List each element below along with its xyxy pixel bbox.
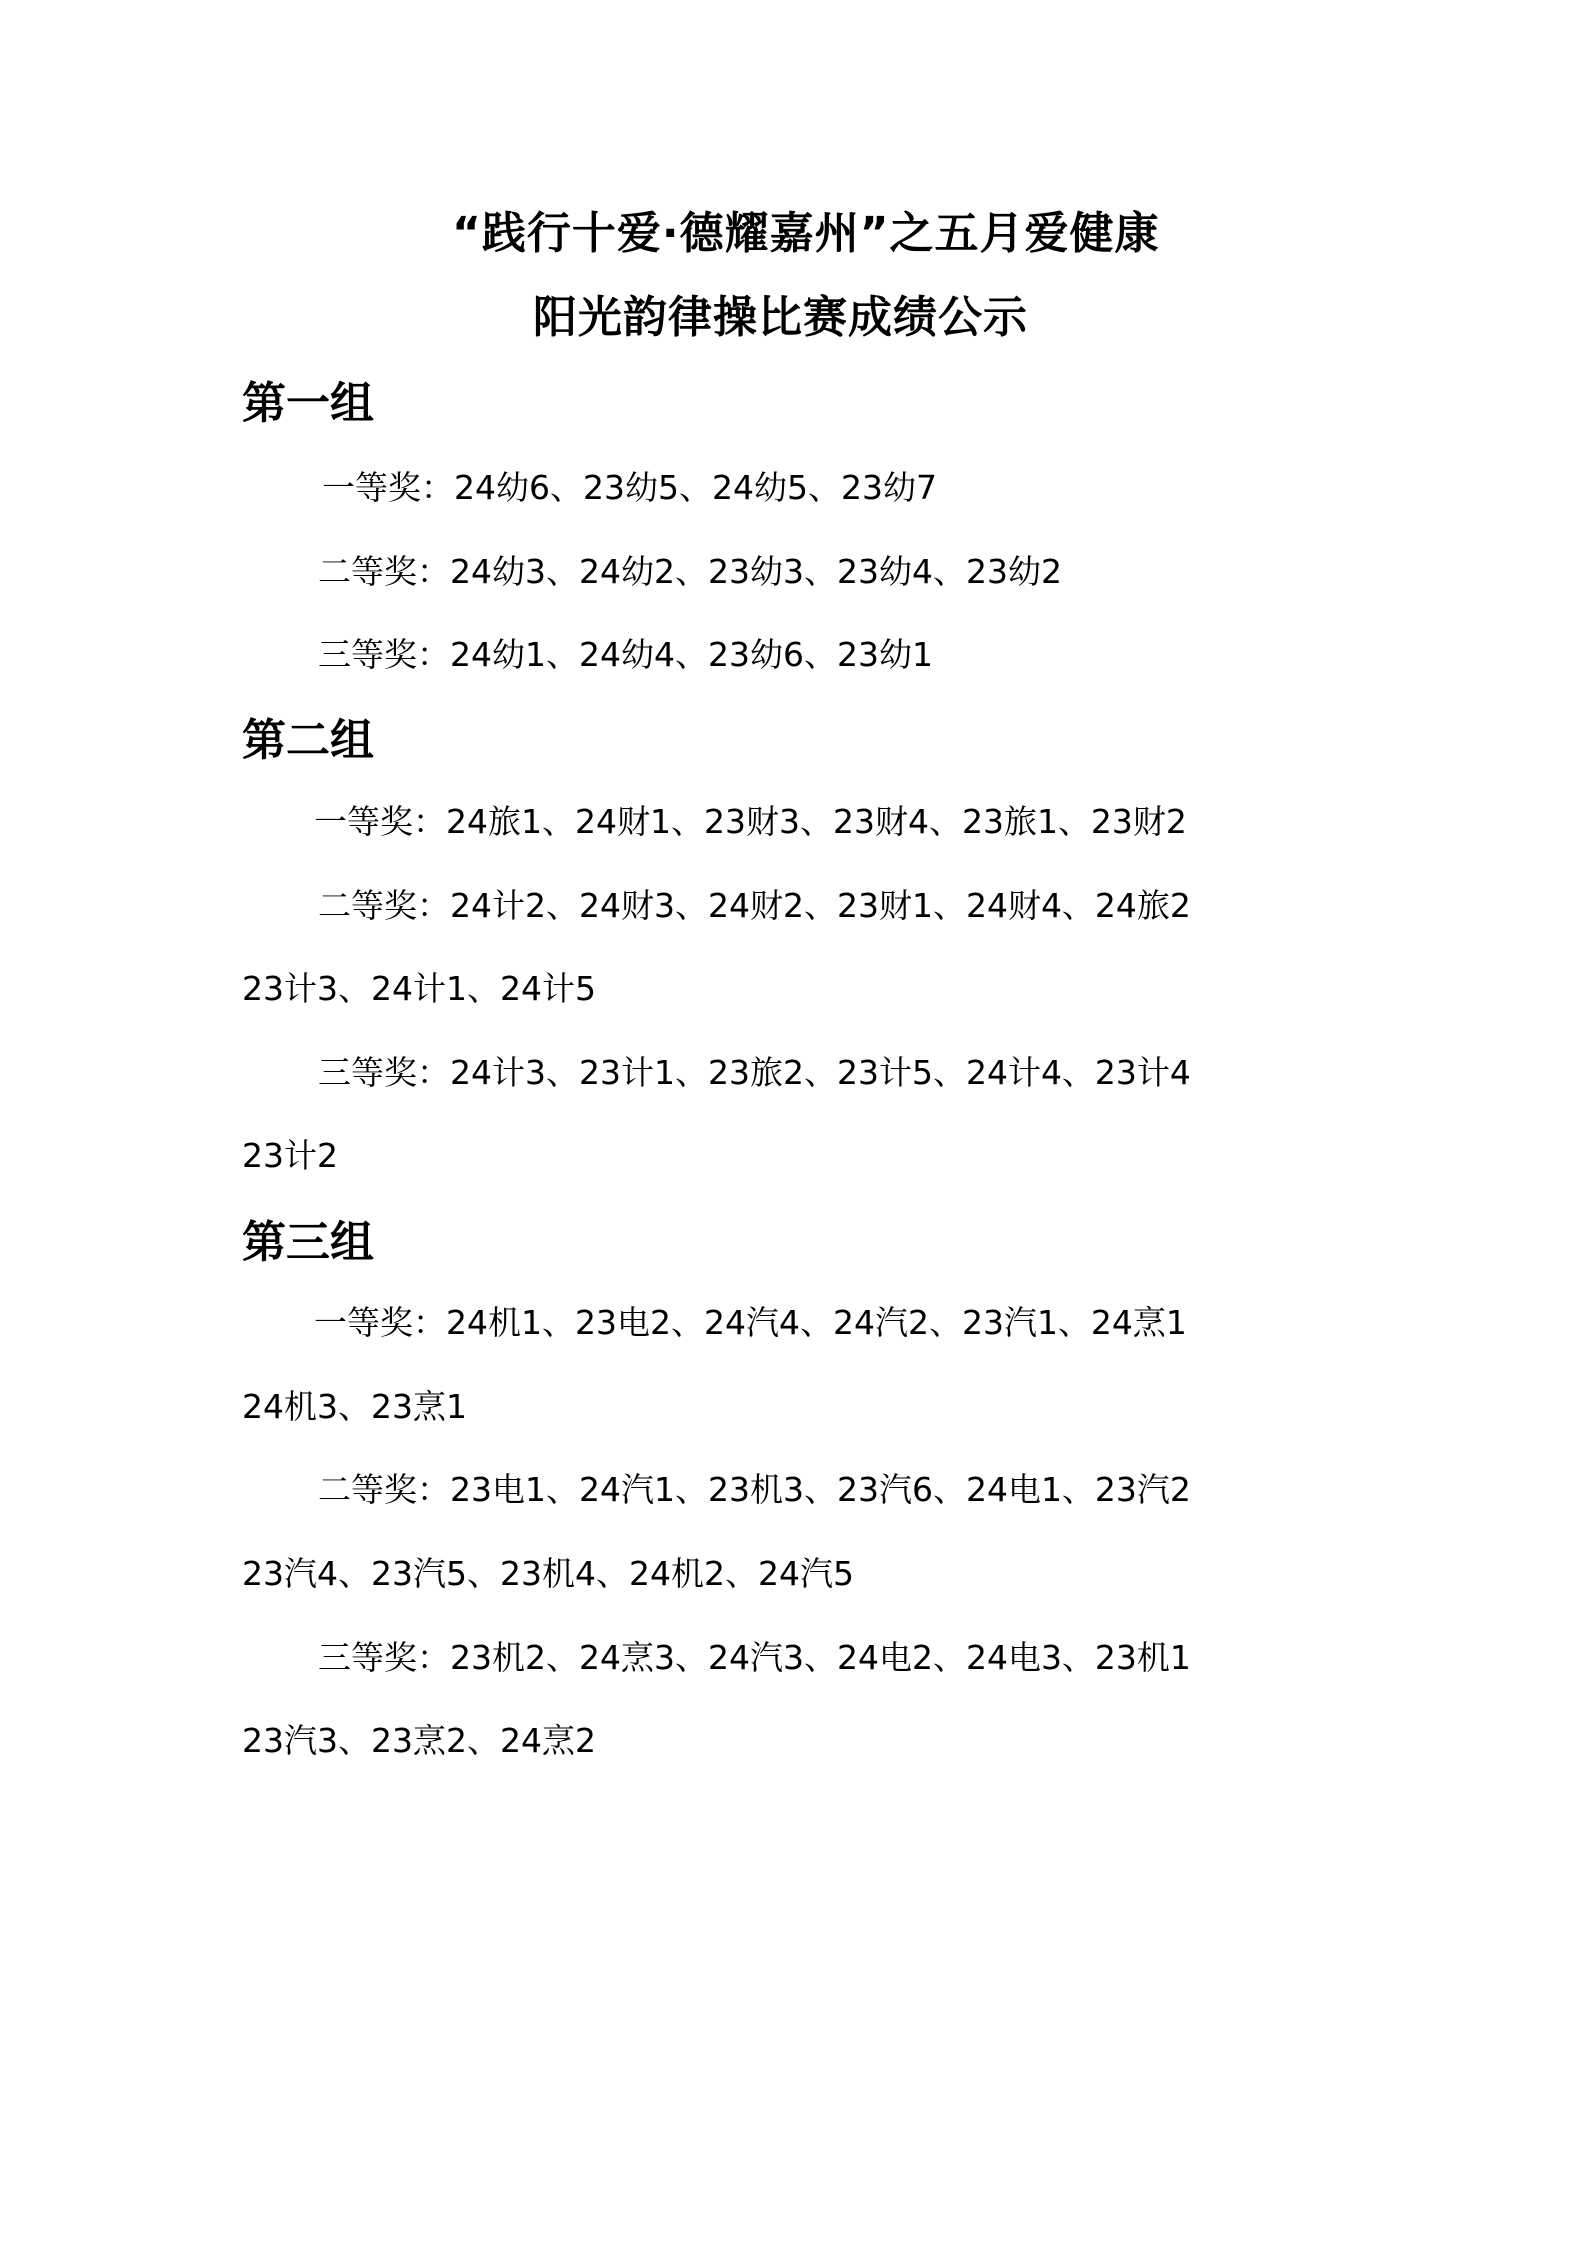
award-third-group-1 (318, 633, 933, 677)
award-third-group-3 (318, 1636, 1191, 1680)
group-heading-2: 第二组 (242, 715, 374, 766)
award-label: 三等奖： (318, 1638, 450, 1677)
award-list: 24幼3、24幼2、23幼3、23幼4、23幼2 (450, 552, 1062, 591)
award-list: 24机1、23电2、24汽4、24汽2、23汽1、24烹1 (446, 1303, 1187, 1342)
award-list: 24幼1、24幼4、23幼6、23幼1 (450, 635, 933, 674)
award-label: 二等奖： (318, 886, 450, 925)
award-second-group-2 (318, 884, 1191, 928)
award-second-group-3 (318, 1468, 1191, 1512)
award-third-group-2 (318, 1051, 1191, 1095)
award-first-group-2 (314, 800, 1187, 844)
award-label: 一等奖： (322, 468, 454, 507)
award-first-group-1 (322, 466, 937, 510)
award-label: 三等奖： (318, 1053, 450, 1092)
award-label: 一等奖： (314, 802, 446, 841)
award-first-group-3-continued: 24机3、23烹1 (242, 1387, 467, 1426)
award-label: 二等奖： (318, 552, 450, 591)
award-third-group-2-continued: 23计2 (242, 1136, 338, 1175)
award-second-group-3-continued: 23汽4、23汽5、23机4、24机2、24汽5 (242, 1554, 854, 1593)
group-heading-3: 第三组 (242, 1217, 374, 1268)
award-list: 23电1、24汽1、23机3、23汽6、24电1、23汽2 (450, 1470, 1191, 1509)
award-second-group-2-continued: 23计3、24计1、24计5 (242, 969, 596, 1008)
document-title-line-1: “践行十爱·德耀嘉州”之五月爱健康 (452, 208, 1160, 259)
award-first-group-3 (314, 1301, 1187, 1345)
award-second-group-1 (318, 550, 1062, 594)
award-label: 三等奖： (318, 635, 450, 674)
award-list: 24旅1、24财1、23财3、23财4、23旅1、23财2 (446, 802, 1187, 841)
award-label: 二等奖： (318, 1470, 450, 1509)
award-label: 一等奖： (314, 1303, 446, 1342)
award-third-group-3-continued: 23汽3、23烹2、24烹2 (242, 1721, 596, 1760)
group-heading-1: 第一组 (242, 378, 374, 429)
award-list: 24幼6、23幼5、24幼5、23幼7 (454, 468, 937, 507)
award-list: 23机2、24烹3、24汽3、24电2、24电3、23机1 (450, 1638, 1191, 1677)
document-title-line-2: 阳光韵律操比赛成绩公示 (533, 292, 1028, 343)
award-list: 24计3、23计1、23旅2、23计5、24计4、23计4 (450, 1053, 1191, 1092)
award-list: 24计2、24财3、24财2、23财1、24财4、24旅2 (450, 886, 1191, 925)
